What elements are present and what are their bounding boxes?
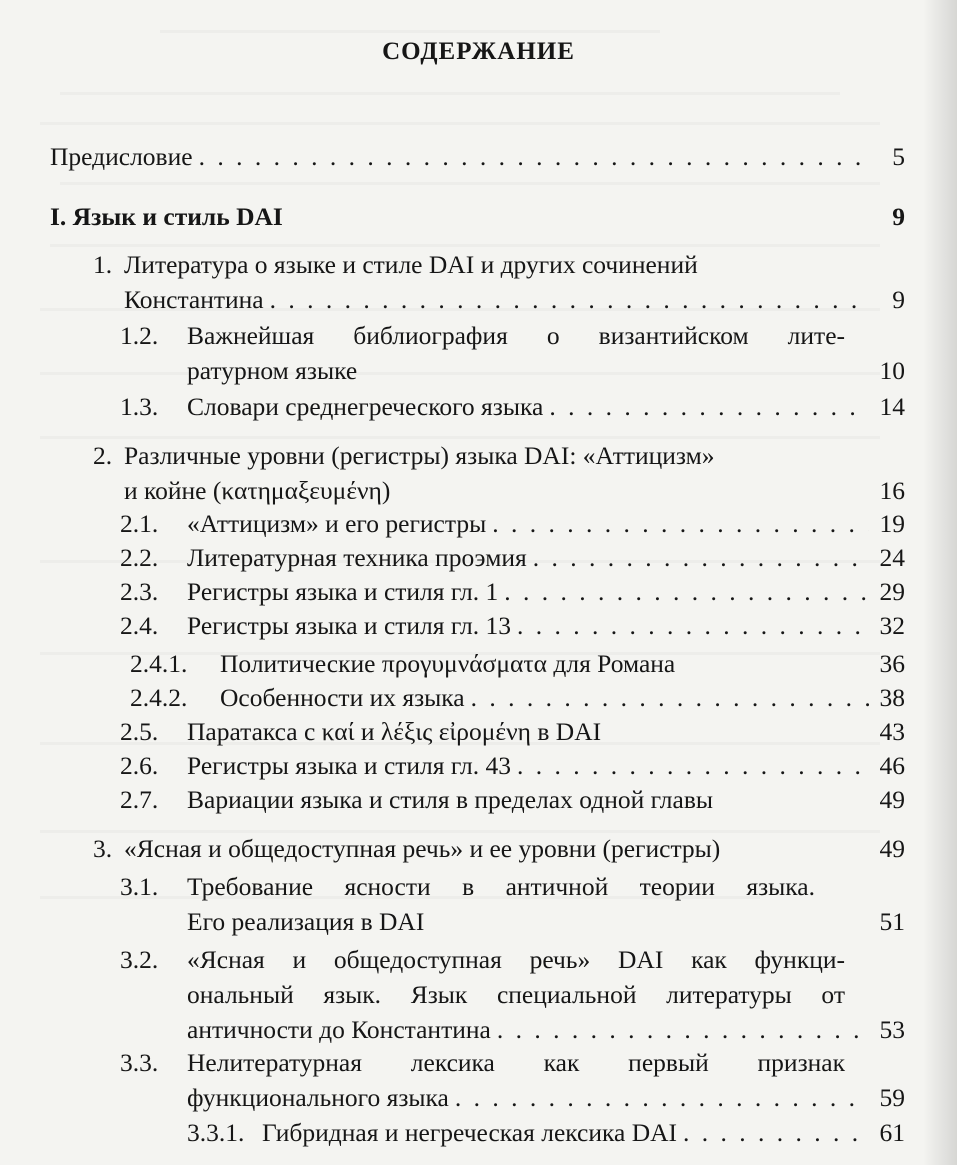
toc-entry-number: 2.4.2. xyxy=(130,683,188,712)
page-title: СОДЕРЖАНИЕ xyxy=(382,38,575,65)
toc-page-number: 24 xyxy=(879,543,905,572)
leader-dots xyxy=(504,574,869,609)
toc-page-number: 29 xyxy=(879,577,905,606)
toc-entry-number: 3.3. xyxy=(120,1048,159,1077)
toc-entry-ch2-5 xyxy=(0,714,905,749)
toc-entry-line: Требование ясности в античной теории языка. xyxy=(187,872,815,901)
toc-page-number: 32 xyxy=(879,611,905,640)
toc-entry-label: Регистры языка и стиля гл. 1 xyxy=(187,577,499,606)
toc-page-number: 9 xyxy=(892,202,905,231)
leader-dots xyxy=(549,389,869,424)
toc-entry-label: Особенности их языка xyxy=(220,683,465,712)
toc-entry-ch1 xyxy=(0,247,905,317)
toc-entry-line: Его реализация в DAI xyxy=(187,907,425,936)
toc-entry-line: и койне (κατημαξευμένη) xyxy=(124,476,391,505)
leader-dots xyxy=(270,282,869,317)
toc-entry-number: 2.7. xyxy=(120,785,159,814)
toc-entry-ch2-4 xyxy=(0,608,905,643)
toc-entry-ch2-7 xyxy=(0,782,905,817)
toc-entry-ch3 xyxy=(0,831,905,866)
toc-page-number: 9 xyxy=(892,285,905,314)
toc-page-number: 49 xyxy=(879,834,905,863)
toc-entry-ch2-4-2 xyxy=(0,680,905,715)
toc-entry-label: Регистры языка и стиля гл. 43 xyxy=(187,751,512,780)
toc-entry-ch3-2 xyxy=(0,942,905,1047)
toc-entry-line: функционального языка xyxy=(187,1083,449,1112)
toc-entry-label: «Аттицизм» и его регистры xyxy=(187,509,487,538)
toc-page-number: 19 xyxy=(879,509,905,538)
toc-entry-number: 3.3.1. xyxy=(187,1118,245,1147)
toc-entry-number: 1.3. xyxy=(120,392,159,421)
toc-entry-number: 2.4.1. xyxy=(130,649,188,678)
toc-entry-ch3-3 xyxy=(0,1045,905,1115)
toc-entry-number: 1. xyxy=(93,250,113,279)
toc-entry-preface xyxy=(50,139,905,174)
toc-entry-number: 2.4. xyxy=(120,611,159,640)
toc-entry-number: 2.6. xyxy=(120,751,159,780)
toc-entry-ch2-6 xyxy=(0,748,905,783)
toc-page-number: 43 xyxy=(879,717,905,746)
toc-entry-ch2-1 xyxy=(0,506,905,541)
toc-entry-label: Паратакса с καί и λέξις εἰρομένη в DAI xyxy=(187,717,602,746)
leader-dots xyxy=(455,1080,869,1115)
toc-entry-number: 2.2. xyxy=(120,543,159,572)
toc-page-number: 49 xyxy=(879,785,905,814)
binding-shadow xyxy=(923,0,957,1165)
leader-dots xyxy=(683,1115,869,1150)
toc-entry-number: 3. xyxy=(93,834,113,863)
toc-page-number: 5 xyxy=(892,142,905,171)
toc-page-number: 10 xyxy=(879,356,905,385)
toc-page-number: 46 xyxy=(879,751,905,780)
toc-entry-ch2-3 xyxy=(0,574,905,609)
toc-entry-label: Политические προγυμνάσματα для Романа xyxy=(220,649,676,678)
leader-dots xyxy=(492,506,869,541)
toc-entry-label: I. Язык и стиль DAI xyxy=(50,202,283,231)
leader-dots xyxy=(497,1012,869,1047)
toc-entry-number: 2. xyxy=(93,441,113,470)
toc-entry-line: «Ясная и общедоступная речь» DAI как функци- xyxy=(187,945,845,974)
toc-entry-label: Регистры языка и стиля гл. 13 xyxy=(187,611,512,640)
toc-entry-line: ональный язык. Язык специальной литературы от xyxy=(187,980,845,1009)
toc-entry-line: Нелитературная лексика как первый признак xyxy=(187,1048,845,1077)
toc-entry-label: «Ясная и общедоступная речь» и ее уровни (регистры) xyxy=(124,834,721,863)
toc-entry-label: Литературная техника проэмия xyxy=(187,543,527,572)
toc-entry-ch1-2 xyxy=(0,318,905,388)
toc-entry-line: Константина xyxy=(124,285,264,314)
toc-page-number: 16 xyxy=(879,476,905,505)
toc-entry-number: 2.5. xyxy=(120,717,159,746)
toc-entry-label: Предисловие xyxy=(50,142,193,171)
toc-entry-line: Литература о языке и стиле DAI и других сочинений xyxy=(124,250,698,279)
toc-page-number: 61 xyxy=(879,1118,905,1147)
toc-entry-ch2-4-1 xyxy=(0,646,905,681)
toc-entry-ch2-2 xyxy=(0,540,905,575)
toc-entry-number: 2.3. xyxy=(120,577,159,606)
leader-dots xyxy=(533,540,869,575)
toc-page-number: 53 xyxy=(879,1015,905,1044)
toc-entry-ch3-3-1 xyxy=(0,1115,905,1150)
leader-dots xyxy=(199,139,869,174)
toc-entry-number: 2.1. xyxy=(120,509,159,538)
toc-entry-ch2 xyxy=(0,438,905,508)
leader-dots xyxy=(517,608,869,643)
toc-page-number: 59 xyxy=(879,1083,905,1112)
toc-entry-number: 3.2. xyxy=(120,945,159,974)
toc-page-number: 36 xyxy=(879,649,905,678)
toc-entry-number: 1.2. xyxy=(120,321,159,350)
toc-entry-line: ратурном языке xyxy=(187,356,358,385)
toc-entry-number: 3.1. xyxy=(120,872,159,901)
toc-page-number: 38 xyxy=(879,683,905,712)
toc-entry-line: античности до Константина xyxy=(187,1015,491,1044)
toc-entry-line: Различные уровни (регистры) языка DAI: «Аттицизм» xyxy=(124,441,715,470)
toc-entry-label: Гибридная и негреческая лексика DAI xyxy=(262,1118,678,1147)
toc-entry-ch3-1 xyxy=(0,869,905,939)
toc-entry-label: Словари среднегреческого языка xyxy=(187,392,544,421)
toc-entry-ch1-3 xyxy=(0,389,905,424)
toc-page-number: 51 xyxy=(879,907,905,936)
leader-dots xyxy=(471,680,869,715)
toc-entry-label: Вариации языка и стиля в пределах одной главы xyxy=(187,785,713,814)
toc-page-number: 14 xyxy=(879,392,905,421)
leader-dots xyxy=(517,748,869,783)
toc-entry-line: Важнейшая библиография о византийском лите- xyxy=(187,321,845,350)
toc-entry-part1 xyxy=(50,199,905,234)
